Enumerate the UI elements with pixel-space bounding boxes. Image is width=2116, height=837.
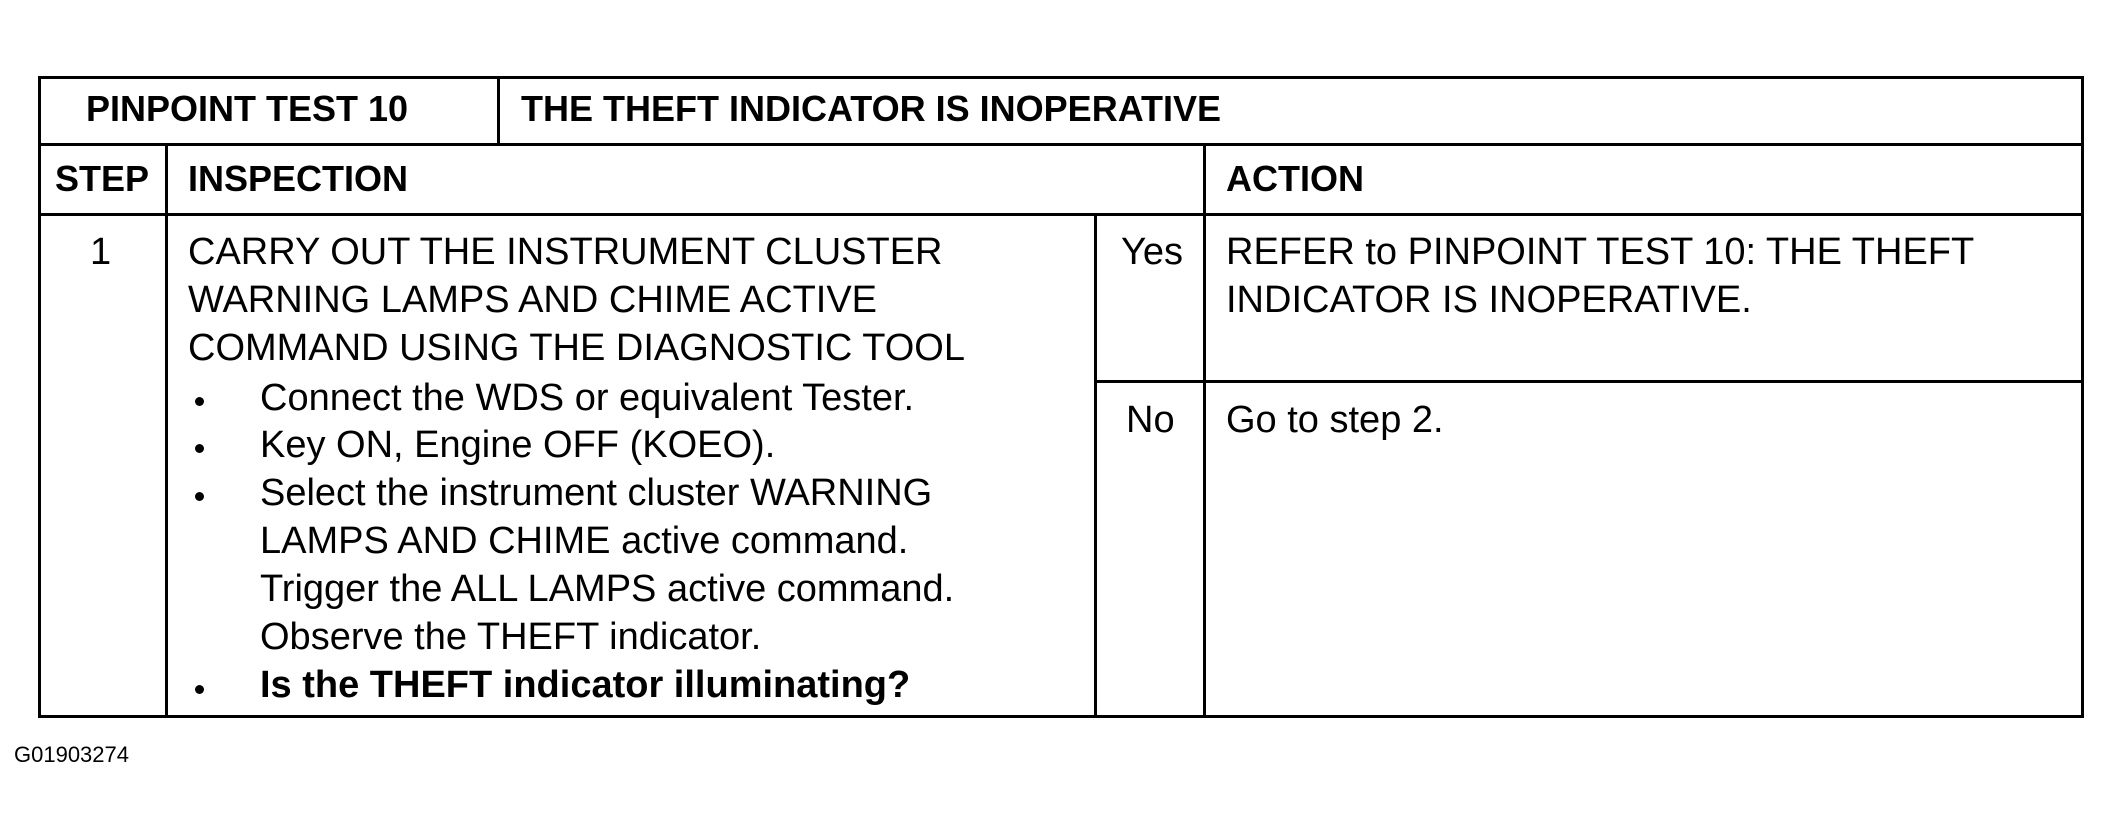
answer-row-divider [1094, 380, 2084, 383]
bullet-icon [195, 444, 204, 453]
inspection-bullet-line: Select the instrument cluster WARNING [260, 472, 933, 514]
inspection-bullet-line: Trigger the ALL LAMPS active command. [260, 568, 955, 610]
answer-no-label: No [1126, 399, 1175, 441]
test-title: THE THEFT INDICATOR IS INOPERATIVE [521, 88, 1222, 129]
inspection-column-header: INSPECTION [188, 158, 409, 199]
action-yes-line: INDICATOR IS INOPERATIVE. [1226, 279, 1752, 321]
action-no-line: Go to step 2. [1226, 399, 1444, 441]
inspection-bullet-line: LAMPS AND CHIME active command. [260, 520, 909, 562]
header-title-divider [497, 76, 500, 145]
action-yes-line: REFER to PINPOINT TEST 10: THE THEFT [1226, 231, 1975, 273]
inspection-bullet-line: Key ON, Engine OFF (KOEO). [260, 424, 776, 466]
bullet-icon [195, 492, 204, 501]
step-column-header: STEP [55, 158, 150, 199]
bullet-icon [195, 685, 204, 694]
step-column-divider [165, 143, 168, 718]
action-column-divider [1203, 143, 1206, 718]
answer-yes-label: Yes [1121, 231, 1183, 273]
test-number: PINPOINT TEST 10 [86, 88, 409, 129]
action-column-header: ACTION [1226, 158, 1364, 199]
inspection-heading-line: COMMAND USING THE DIAGNOSTIC TOOL [188, 327, 965, 369]
header-row-divider [38, 143, 2084, 146]
inspection-bullet-line: Connect the WDS or equivalent Tester. [260, 377, 915, 419]
column-header-divider [38, 213, 2084, 216]
step-number: 1 [90, 231, 112, 273]
inspection-question: Is the THEFT indicator illuminating? [260, 664, 911, 706]
figure-id: G01903274 [14, 742, 129, 767]
bullet-icon [195, 397, 204, 406]
answer-column-left-divider [1094, 213, 1097, 718]
inspection-heading-line: CARRY OUT THE INSTRUMENT CLUSTER [188, 231, 943, 273]
inspection-bullet-line: Observe the THEFT indicator. [260, 616, 762, 658]
inspection-heading-line: WARNING LAMPS AND CHIME ACTIVE [188, 279, 878, 321]
